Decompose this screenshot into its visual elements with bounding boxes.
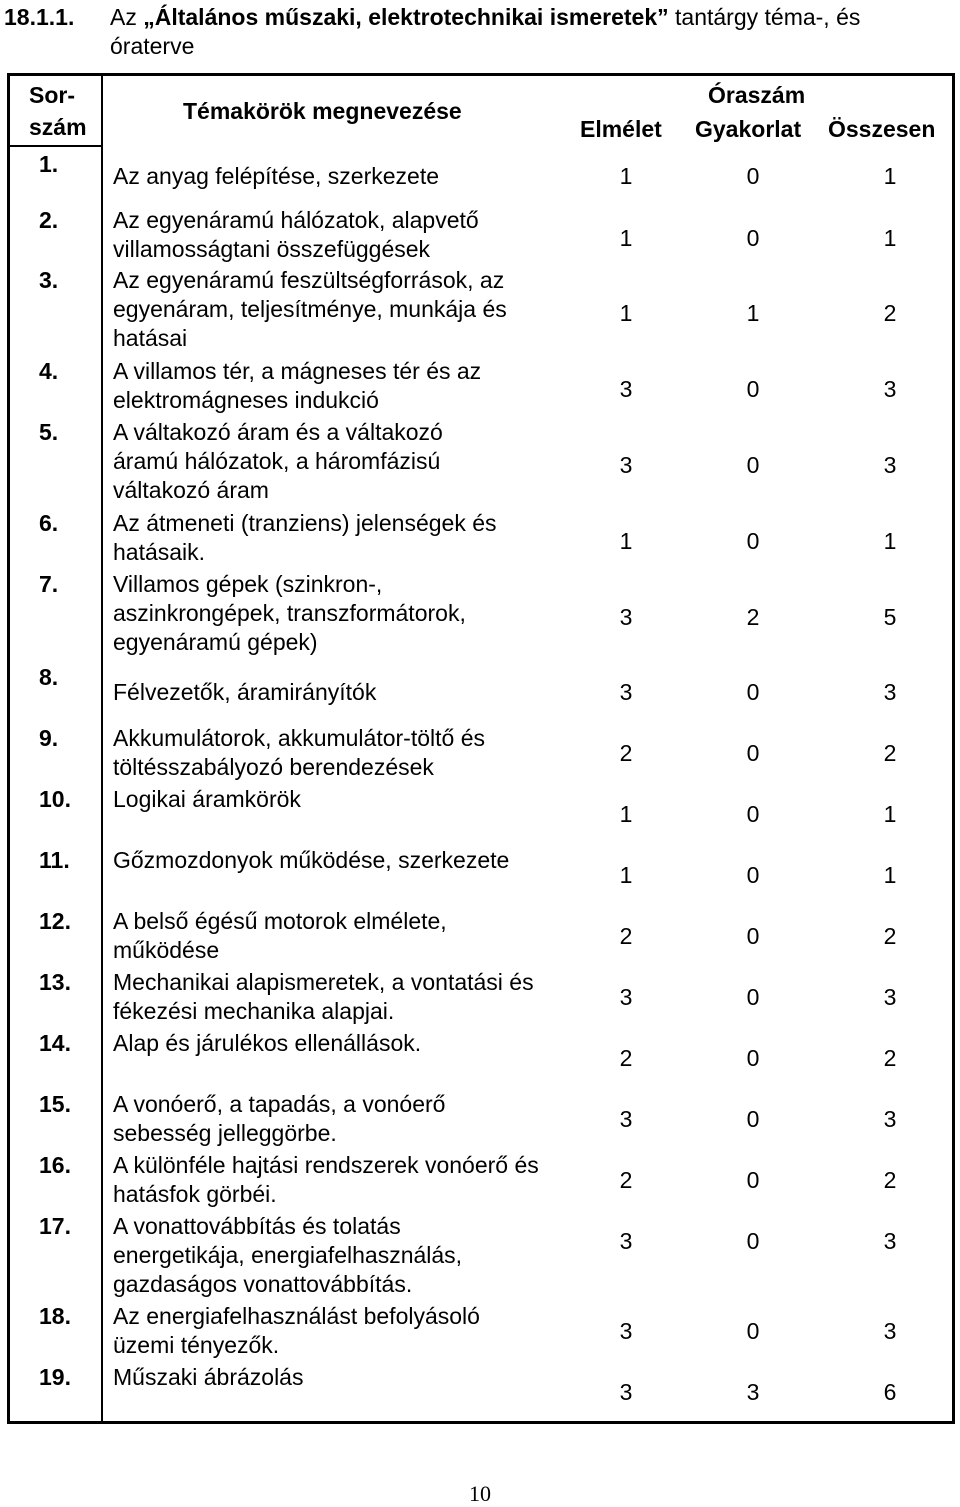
row-number: 3. [39, 267, 59, 293]
row-title: A különféle hajtási rendszerek vonóerő és hatásfok görbéi. [113, 1152, 539, 1207]
header-divider [10, 145, 101, 147]
section-title-line2: óraterve [110, 33, 195, 59]
theory-hours: 3 [619, 679, 633, 705]
total-hours: 1 [883, 163, 897, 189]
section-number: 18.1.1. [4, 4, 75, 30]
row-number: 5. [39, 419, 59, 445]
practice-hours: 0 [746, 679, 760, 705]
row-title: Akkumulátorok, akkumulátor-töltő és töltésszabályozó berendezések [113, 725, 485, 780]
practice-hours: 0 [746, 1167, 760, 1193]
page-number: 10 [469, 1481, 491, 1506]
theory-hours: 3 [619, 604, 633, 630]
section-title-line1: Az „Általános műszaki, elektrotechnikai ismeretek” tantárgy téma-, és [110, 4, 861, 30]
row-number: 12. [39, 908, 71, 934]
theory-hours: 3 [619, 984, 633, 1010]
theory-hours: 2 [619, 1045, 633, 1071]
row-number: 19. [39, 1364, 71, 1390]
theory-hours: 3 [619, 1318, 633, 1344]
practice-hours: 0 [746, 923, 760, 949]
practice-hours: 0 [746, 1045, 760, 1071]
theory-hours: 1 [619, 862, 633, 888]
row-title: Műszaki ábrázolás [113, 1364, 304, 1390]
total-hours: 2 [883, 1045, 897, 1071]
total-hours: 2 [883, 923, 897, 949]
row-title: A belső égésű motorok elmélete, működése [113, 908, 447, 963]
total-hours: 3 [883, 1106, 897, 1132]
row-title: A vonattovábbítás és tolatás energetikája, energiafelhasználás, gazdaságos vonattovábbítás. [113, 1213, 463, 1297]
practice-hours: 0 [746, 801, 760, 827]
total-hours: 3 [883, 452, 897, 478]
row-number: 10. [39, 786, 71, 812]
total-hours: 3 [883, 679, 897, 705]
theory-hours: 2 [619, 1167, 633, 1193]
theory-hours: 3 [619, 1379, 633, 1405]
theory-hours: 2 [619, 923, 633, 949]
column-divider [101, 76, 103, 1421]
row-title: Az anyag felépítése, szerkezete [113, 163, 440, 189]
row-title: Félvezetők, áramirányítók [113, 679, 377, 705]
row-number: 2. [39, 207, 59, 233]
row-number: 16. [39, 1152, 71, 1178]
total-hours: 2 [883, 1167, 897, 1193]
row-number: 8. [39, 664, 59, 690]
theory-hours: 1 [619, 163, 633, 189]
header-topics: Témakörök megnevezése [183, 98, 462, 124]
theory-hours: 1 [619, 528, 633, 554]
practice-hours: 3 [746, 1379, 760, 1405]
practice-hours: 0 [746, 376, 760, 402]
subject-name: „Általános műszaki, elektrotechnikai ismeretek” [143, 4, 669, 30]
theory-hours: 1 [619, 801, 633, 827]
row-title: A vonóerő, a tapadás, a vonóerő sebesség jelleggörbe. [113, 1091, 446, 1146]
theory-hours: 1 [619, 300, 633, 326]
total-hours: 1 [883, 801, 897, 827]
practice-hours: 0 [746, 452, 760, 478]
row-number: 9. [39, 725, 59, 751]
row-number: 17. [39, 1213, 71, 1239]
total-hours: 3 [883, 1318, 897, 1344]
total-hours: 6 [883, 1379, 897, 1405]
total-hours: 3 [883, 376, 897, 402]
practice-hours: 0 [746, 1106, 760, 1132]
row-number: 13. [39, 969, 71, 995]
theory-hours: 3 [619, 1228, 633, 1254]
total-hours: 2 [883, 300, 897, 326]
total-hours: 1 [883, 528, 897, 554]
curriculum-table [7, 73, 955, 1424]
row-number: 18. [39, 1303, 71, 1329]
practice-hours: 0 [746, 1318, 760, 1344]
row-number: 4. [39, 358, 59, 384]
total-hours: 3 [883, 1228, 897, 1254]
total-hours: 3 [883, 984, 897, 1010]
theory-hours: 3 [619, 376, 633, 402]
row-title: Az egyenáramú hálózatok, alapvető villamosságtani összefüggések [113, 207, 479, 262]
header-sorszam-line2: szám [29, 114, 87, 140]
row-number: 14. [39, 1030, 71, 1056]
row-number: 11. [39, 847, 70, 873]
theory-hours: 1 [619, 225, 633, 251]
practice-hours: 2 [746, 604, 760, 630]
row-title: A villamos tér, a mágneses tér és az elektromágneses indukció [113, 358, 482, 413]
practice-hours: 0 [746, 163, 760, 189]
theory-hours: 2 [619, 740, 633, 766]
practice-hours: 1 [746, 300, 760, 326]
row-title: Az egyenáramú feszültségforrások, az egyenáram, teljesítménye, munkája és hatásai [113, 267, 507, 351]
row-number: 15. [39, 1091, 71, 1117]
total-hours: 5 [883, 604, 897, 630]
row-title: A váltakozó áram és a váltakozó áramú hálózatok, a háromfázisú váltakozó áram [113, 419, 443, 503]
row-title: Logikai áramkörök [113, 786, 301, 812]
row-number: 1. [39, 151, 59, 177]
row-title: Az energiafelhasználást befolyásoló üzemi tényezők. [113, 1303, 480, 1358]
header-practice: Gyakorlat [695, 116, 802, 142]
theory-hours: 3 [619, 1106, 633, 1132]
row-title: Az átmeneti (tranziens) jelenségek és hatásaik. [113, 510, 497, 565]
practice-hours: 0 [746, 740, 760, 766]
header-sorszam-line1: Sor- [29, 82, 75, 108]
row-title: Villamos gépek (szinkron-, aszinkrongépek, transzformátorok, egyenáramú gépek) [113, 571, 466, 655]
total-hours: 1 [883, 225, 897, 251]
total-hours: 2 [883, 740, 897, 766]
practice-hours: 0 [746, 984, 760, 1010]
row-title: Gőzmozdonyok működése, szerkezete [113, 847, 510, 873]
header-total: Összesen [828, 116, 936, 142]
practice-hours: 0 [746, 1228, 760, 1254]
row-number: 7. [39, 571, 59, 597]
row-title: Alap és járulékos ellenállások. [113, 1030, 422, 1056]
practice-hours: 0 [746, 862, 760, 888]
practice-hours: 0 [746, 225, 760, 251]
total-hours: 1 [883, 862, 897, 888]
header-theory: Elmélet [580, 116, 662, 142]
header-hours: Óraszám [708, 82, 806, 108]
practice-hours: 0 [746, 528, 760, 554]
row-number: 6. [39, 510, 59, 536]
row-title: Mechanikai alapismeretek, a vontatási és fékezési mechanika alapjai. [113, 969, 534, 1024]
theory-hours: 3 [619, 452, 633, 478]
